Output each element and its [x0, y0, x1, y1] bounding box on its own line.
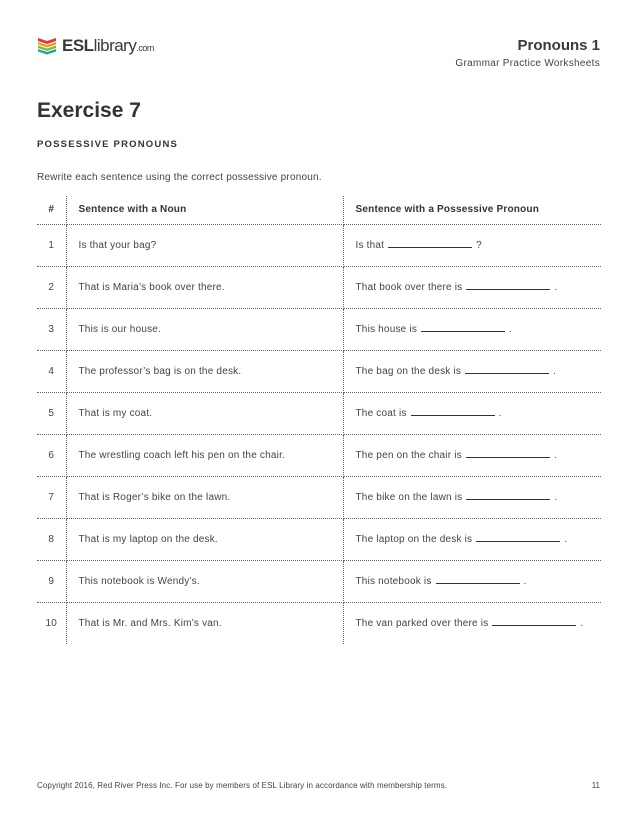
- section-label: POSSESSIVE PRONOUNS: [37, 139, 179, 150]
- table-row: [37, 434, 601, 476]
- row-number: 7: [37, 476, 66, 518]
- row-number: 10: [37, 602, 66, 644]
- noun-sentence: The wrestling coach left his pen on the chair.: [66, 434, 343, 476]
- answer-blank[interactable]: [388, 239, 472, 248]
- noun-sentence: This is our house.: [66, 308, 343, 350]
- row-number: 4: [37, 350, 66, 392]
- sentence-start: Is that: [355, 240, 385, 251]
- answer-blank[interactable]: [492, 617, 576, 626]
- noun-sentence: That is my laptop on the desk.: [66, 518, 343, 560]
- noun-sentence: That is Roger’s bike on the lawn.: [66, 476, 343, 518]
- table-row: [37, 476, 601, 518]
- row-number: 5: [37, 392, 66, 434]
- sentence-start: The laptop on the desk is: [355, 534, 473, 545]
- esl-library-logo: [37, 34, 154, 56]
- row-number: 6: [37, 434, 66, 476]
- sentence-end: .: [523, 576, 527, 587]
- logo-wordmark: ESLlibrary.com: [62, 35, 154, 55]
- noun-sentence: Is that your bag?: [66, 224, 343, 266]
- sentence-start: The bike on the lawn is: [355, 492, 463, 503]
- header-number: #: [37, 196, 66, 224]
- table-row: [37, 224, 601, 266]
- row-number: 8: [37, 518, 66, 560]
- sentence-start: The coat is: [355, 408, 407, 419]
- sentence-end: ?: [476, 240, 482, 251]
- sentence-end: .: [553, 450, 557, 461]
- possessive-sentence: [343, 266, 601, 308]
- noun-sentence: The professor’s bag is on the desk.: [66, 350, 343, 392]
- noun-sentence: That is Mr. and Mrs. Kim’s van.: [66, 602, 343, 644]
- row-number: 3: [37, 308, 66, 350]
- sentence-start: The bag on the desk is: [355, 366, 462, 377]
- sentence-end: .: [509, 324, 513, 335]
- instructions: Rewrite each sentence using the correct possessive pronoun.: [37, 172, 322, 183]
- possessive-sentence: [343, 560, 601, 602]
- table-row: [37, 560, 601, 602]
- document-subtitle: Grammar Practice Worksheets: [455, 58, 600, 69]
- row-number: 2: [37, 266, 66, 308]
- header-possessive-sentence: Sentence with a Possessive Pronoun: [343, 196, 601, 224]
- answer-blank[interactable]: [436, 575, 520, 584]
- table-header-row: [37, 196, 601, 224]
- row-number: 9: [37, 560, 66, 602]
- sentence-end: .: [553, 366, 557, 377]
- possessive-sentence: [343, 602, 601, 644]
- answer-blank[interactable]: [421, 323, 505, 332]
- sentence-end: .: [554, 282, 558, 293]
- book-stack-icon: [37, 35, 57, 55]
- sentence-start: The pen on the chair is: [355, 450, 462, 461]
- sentence-start: That book over there is: [355, 282, 463, 293]
- sentence-end: .: [554, 492, 558, 503]
- copyright-footer: Copyright 2016, Red River Press Inc. For use by members of ESL Library in accordance with membership terms.: [37, 781, 448, 790]
- sentence-start: This house is: [355, 324, 418, 335]
- answer-blank[interactable]: [476, 533, 560, 542]
- table-row: [37, 266, 601, 308]
- answer-blank[interactable]: [411, 407, 495, 416]
- possessive-sentence: [343, 518, 601, 560]
- exercise-table: [37, 196, 601, 644]
- possessive-sentence: [343, 392, 601, 434]
- sentence-end: .: [498, 408, 502, 419]
- possessive-sentence: [343, 308, 601, 350]
- sentence-start: This notebook is: [355, 576, 432, 587]
- header-noun-sentence: Sentence with a Noun: [66, 196, 343, 224]
- noun-sentence: That is my coat.: [66, 392, 343, 434]
- possessive-sentence: [343, 224, 601, 266]
- sentence-start: The van parked over there is: [355, 618, 489, 630]
- table-row: [37, 308, 601, 350]
- noun-sentence: This notebook is Wendy’s.: [66, 560, 343, 602]
- page-number: 11: [591, 781, 600, 790]
- answer-blank[interactable]: [466, 491, 550, 500]
- table-row: [37, 602, 601, 644]
- exercise-title: Exercise 7: [37, 99, 141, 122]
- answer-blank[interactable]: [466, 281, 550, 290]
- possessive-sentence: [343, 350, 601, 392]
- row-number: 1: [37, 224, 66, 266]
- table-row: [37, 392, 601, 434]
- possessive-sentence: [343, 476, 601, 518]
- answer-blank[interactable]: [465, 365, 549, 374]
- possessive-sentence: [343, 434, 601, 476]
- document-title: Pronouns 1: [517, 37, 600, 54]
- table-row: [37, 350, 601, 392]
- noun-sentence: That is Maria’s book over there.: [66, 266, 343, 308]
- sentence-end: .: [564, 534, 568, 545]
- answer-blank[interactable]: [466, 449, 550, 458]
- sentence-end: .: [580, 618, 584, 630]
- table-row: [37, 518, 601, 560]
